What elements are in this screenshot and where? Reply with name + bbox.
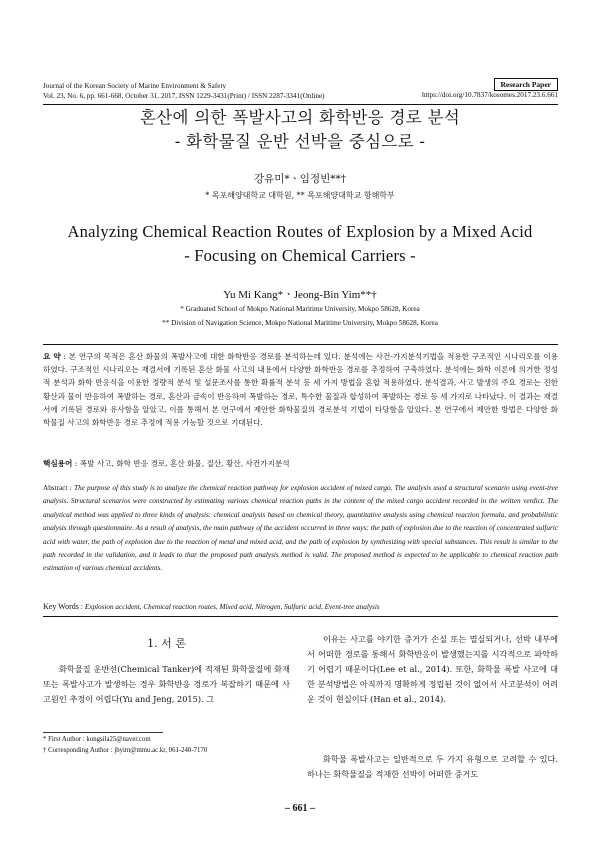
english-abstract-label: Abstract bbox=[43, 484, 68, 492]
section-heading: 1. 서 론 bbox=[147, 637, 186, 650]
intro-right-paragraph-1: 이유는 사고를 야기한 증거가 손실 또는 멸실되거나, 선박 내부에서 어떠한 경로를 통해서 화학반응이 발생했는지를 시각적으로 파악하기 어렵기 때문이다(Lee et al., 2014). 또한, 화학물 폭발 사고에 대한 분석방법은 아직까지 명확하게 정립된 것이 없어서 사고분석이 어려운 것이 현실이다 (Han et al., 2014). bbox=[307, 634, 558, 704]
english-keywords-label: Key Words bbox=[43, 602, 79, 611]
korean-affiliation: * 목포해양대학교 대학원, ** 목포해양대학교 항해학부 bbox=[205, 191, 395, 200]
korean-keywords-text: : 폭발 사고, 화학 반응 경로, 혼산 화물, 질산, 황산, 사건가지분석 bbox=[72, 459, 290, 468]
english-abstract bbox=[43, 482, 558, 576]
abstract-bottom-rule bbox=[43, 616, 558, 617]
journal-header bbox=[43, 81, 325, 101]
korean-authors: 강유미*ㆍ임정빈**† bbox=[253, 173, 346, 185]
page-number: – 661 – bbox=[285, 803, 315, 814]
english-affiliation-1: * Graduated School of Mokpo National Maritime University, Mokpo 58628, Korea bbox=[180, 305, 420, 313]
journal-name: Journal of the Korean Society of Marine Environment & Safety bbox=[43, 82, 227, 90]
korean-title: 혼산에 의한 폭발사고의 화학반응 경로 분석 bbox=[139, 108, 461, 127]
article-type-badge: Research Paper bbox=[494, 78, 558, 91]
intro-left-paragraph: 화학물질 운반선(Chemical Tanker)에 적재된 화학물질에 화재 또는 폭발사고가 발생하는 경우 화학반응 경로가 복잡하기 때문에 사고원인 추정이 어렵다(Yu and Jeng, 2015). 그 bbox=[43, 664, 290, 704]
english-title: Analyzing Chemical Reaction Routes of Explosion by a Mixed Acid bbox=[67, 222, 533, 241]
journal-issue: Vol. 23, No. 6, pp. 661-668, October 31, 2017, ISSN 1229-3431(Print) / ISSN 2287-3341(Online) bbox=[43, 92, 325, 100]
header-rule bbox=[43, 104, 558, 105]
korean-abstract-text: : 본 연구의 목적은 혼산 화물의 폭발사고에 대한 화학반응 경로를 분석하는데 있다. 분석에는 사건-가지분석기법을 적용한 구조적인 시나리오를 이용하였다. 구조적인 시나리오는 재결서에 기록된 혼산 화물 사고의 내용에서 다양한 화학반응 경로를 추정하여 구축하였다. 분석에는 화학 이론에 의거한 정성적 분석과 화학 반응식을 이용한 정량적 분석 및 설문조사를 통한 확률적 분석 등 세 가지 방법을 혼합 적용하였다. 분석결과, 사고 발생의 주요 경로는 진한 황산과 물이 반응하여 폭발하는 경로, 혼산과 금속이 반응하여 폭발하는 경로, 특수한 물질과 합성하여 폭발하는 경로 등 세 가지로 나타났다. 이 결과는 재결서에 기록된 경로와 유사함을 알았고, 이를 통해서 본 연구에서 제안한 화학물질의 경로분석 기법이 타당함을 알았다. 본 연구에서 제안한 방법은 다양한 화학물질 사고의 화학반응 경로 추정에 적용 가능할 것으로 기대된다. bbox=[43, 352, 558, 428]
footnote-corresponding-author: † Corresponding Author : jbyim@mmu.ac.kr, 061-240-7170 bbox=[43, 747, 208, 754]
abstract-top-rule bbox=[43, 344, 558, 345]
korean-abstract bbox=[43, 350, 558, 429]
doi-link[interactable]: https://doi.org/10.7837/kosomes.2017.23.6.661 bbox=[421, 91, 558, 99]
footnote-rule bbox=[43, 732, 163, 733]
korean-keywords-label: 핵심용어 bbox=[43, 459, 73, 468]
footnotes bbox=[43, 734, 288, 756]
footnote-first-author: * First Author : kongsila25@naver.com bbox=[43, 736, 151, 743]
korean-keywords bbox=[43, 457, 558, 470]
english-authors: Yu Mi Kang*ㆍJeong-Bin Yim**† bbox=[223, 289, 377, 301]
english-affiliation-2: ** Division of Navigation Science, Mokpo National Maritime University, Mokpo 58628, Korea bbox=[162, 319, 438, 327]
english-subtitle: - Focusing on Chemical Carriers - bbox=[184, 246, 416, 265]
english-keywords-text: : Explosion accident, Chemical reaction routes, Mixed acid, Nitrogen, Sulfuric acid, Event-tree analysis bbox=[78, 603, 380, 611]
korean-abstract-label: 요 약 bbox=[43, 352, 61, 361]
intro-right-paragraph-2: 화학물 폭발사고는 일반적으로 두 가지 유형으로 고려할 수 있다. 하나는 화학물질을 적재한 선박이 어떠한 증거도 bbox=[307, 754, 558, 779]
english-keywords bbox=[43, 600, 558, 614]
korean-subtitle: - 화학물질 운반 선박을 중심으로 - bbox=[174, 132, 426, 151]
english-abstract-text: : The purpose of this study is to analyze the chemical reaction pathway for explosion accident of mixed cargo. The analysis used a structural scenario using event-tree analysis. Structural scenarios were constructed by estimating various chemical reaction paths in the content of the mixed cargo accident recorded in the written verdict. The analytical method was applied to three kinds of analysis: chemical analysis based on chemical theory, quantitative analysis using chemical reaction formula, and probabilistic analysis through questionnaire. As a result of analysis, the main pathway of the accident occurred in three ways: the path of explosion due to the reaction of concentrated sulfuric acid with water, the path of explosion due to the reaction of metal and mixed acid, and the path of explosion by synthesizing with special substances. This result is similar to the path recorded in the validation, and it leads to thar the proposed path analysis method is valid. The proposed method is expected to be applicable to chemical reaction path estimation of various chemical accidents. bbox=[43, 484, 558, 573]
